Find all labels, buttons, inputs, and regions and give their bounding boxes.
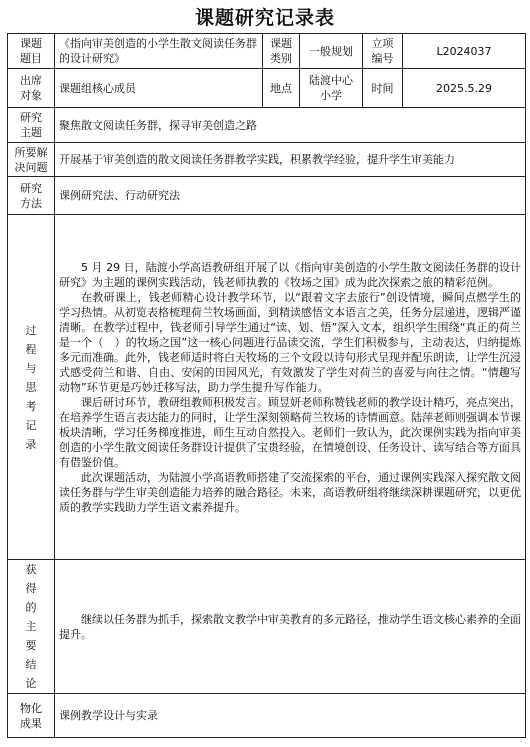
row-method — [8, 177, 526, 215]
attendees-value: 课题组核心成员 — [55, 69, 263, 108]
problem-value: 开展基于审美创造的散文阅读任务群教学实践，积累教学经验，提升学生审美能力 — [55, 143, 526, 177]
gain-label-char: 论 — [25, 677, 37, 690]
row-outcome — [8, 694, 526, 738]
outcome-label: 物化 成果 — [8, 694, 55, 738]
place-value: 陆渡中心 小学 — [300, 69, 363, 108]
process-label-char: 思 — [25, 380, 37, 394]
attendees-label: 出席 对象 — [8, 69, 55, 108]
process-label-char: 记 — [25, 418, 37, 432]
category-label: 课题 类别 — [263, 34, 300, 69]
problem-label: 所要解 决问题 — [8, 143, 55, 177]
process-label-char: 录 — [25, 437, 37, 451]
topic-value: 《指向审美创造的小学生散文阅读任务群的设计研究》 — [55, 34, 263, 69]
process-label-char: 与 — [25, 361, 37, 375]
row-gain — [8, 560, 526, 694]
method-label: 研究 方法 — [8, 177, 55, 215]
process-paragraph: 此次课题活动，为陆渡小学高语教师搭建了交流探索的平台，通过课例实践深入探究散文阅读任务群与学生审美创造能力培养的融合路径。未来，高语教研组将继续深耕课题研究，以更优质的教学实践助力学生语文素养提升。 — [59, 470, 521, 514]
gain-label-char: 要 — [25, 639, 37, 652]
gain-label-char: 结 — [25, 658, 37, 671]
gain-label-char: 主 — [25, 620, 37, 633]
gain-label-char: 获 — [25, 563, 37, 576]
gain-label-char: 的 — [25, 601, 37, 614]
place-label: 地点 — [263, 69, 300, 108]
topic-label: 课题 题目 — [8, 34, 55, 69]
theme-value: 聚焦散文阅读任务群，探寻审美创造之路 — [55, 108, 526, 143]
process-label-char: 程 — [25, 342, 37, 356]
row-problem — [8, 143, 526, 177]
record-table — [7, 33, 526, 738]
gain-text: 继续以任务群为抓手，探索散文教学中审美教育的多元路径，推动学生语文核心素养的全面提升。 — [59, 612, 521, 641]
outcome-value: 课例教学设计与实录 — [55, 694, 526, 738]
page-title: 课题研究记录表 — [194, 7, 335, 29]
gain-label-char: 得 — [25, 582, 37, 595]
row-topic — [8, 34, 526, 69]
time-value: 2025.5.29 — [403, 69, 526, 108]
process-paragraph: 课后研讨环节，教研组教师积极发言。顾昱妍老师称赞钱老师的教学设计精巧，亮点突出，在培养学生语言表达能力的同时，让学生深刻领略荷兰牧场的诗情画意。陆萍老师则强调本节课板块清晰，学习任务梯度推进，师生互动自然投入。老师们一致认为，此次课例实践为指向审美创造的小学生散文阅读任务群设计提供了宝贵经验，在情境创设、任务设计、读写结合等方面具有借鉴价值。 — [59, 395, 521, 469]
row-process — [8, 215, 526, 560]
method-value: 课例研究法、行动研究法 — [55, 177, 526, 215]
process-label — [8, 215, 55, 560]
theme-label: 研究 主题 — [8, 108, 55, 143]
row-theme — [8, 108, 526, 143]
process-content — [55, 215, 526, 560]
number-value: L2024037 — [403, 34, 526, 69]
process-label-char: 考 — [25, 399, 37, 413]
process-paragraph: 5 月 29 日，陆渡小学高语教研组开展了以《指向审美创造的小学生散文阅读任务群的设计研究》为主题的课例实践活动，钱老师执教的《牧场之国》成为此次探索之旅的精彩范例。 — [59, 260, 521, 289]
row-attendees — [8, 69, 526, 108]
process-label-char: 过 — [25, 323, 37, 337]
time-label: 时间 — [363, 69, 403, 108]
gain-content — [55, 560, 526, 694]
process-paragraph: 在教研课上，钱老师精心设计教学环节，以“跟着文字去旅行”创设情境，瞬间点燃学生的学习热情。从初览表格梳理荷兰牧场画面，到精读感悟文本语言之美，任务分层递进，逻辑严谨清晰。在教学过程中，钱老师引导学生通过“读、划、悟”深入文本，组织学生围绕“真正的荷兰是一个（ ）的牧场之国”这一核心问题进行品读交流，学生们积极参与，主动表达，归纳提炼多元而准确。此外，钱老师适时将白天牧场的三个文段以诗句形式呈现并配乐朗读，让学生沉浸式感受荷兰和谐、自由、安闲的田园风光，有效激发了学生对荷兰的喜爱与向往之情。“情趣写动物”环节更是巧妙迁移写法，助力学生提升写作能力。 — [59, 290, 521, 394]
gain-label — [8, 560, 55, 694]
category-value: 一般规划 — [300, 34, 363, 69]
number-label: 立项 编号 — [363, 34, 403, 69]
